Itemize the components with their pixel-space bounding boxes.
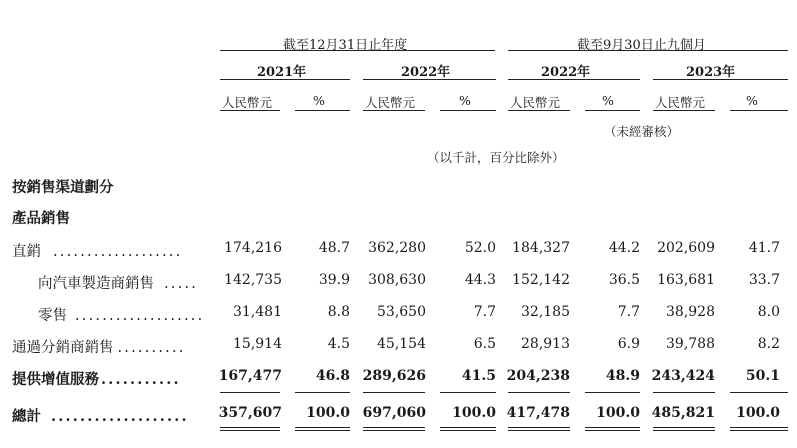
total-double-line-7b bbox=[653, 430, 715, 431]
cell-oem-2021-pct: 39.9 bbox=[318, 272, 350, 288]
total-double-line-6b bbox=[585, 430, 640, 431]
cell-direct-9m2022-pct: 44.2 bbox=[608, 240, 640, 256]
total-top-line-4 bbox=[440, 392, 496, 393]
cell-direct-2022-pct: 52.0 bbox=[464, 240, 496, 256]
cell-value-added-9m2022-pct: 48.9 bbox=[605, 368, 640, 384]
cell-value-added-2022-pct: 41.5 bbox=[461, 368, 496, 384]
total-double-line-2a bbox=[295, 427, 350, 428]
cell-distributor-9m2023-pct: 8.2 bbox=[757, 336, 780, 352]
total-double-line-1a bbox=[220, 427, 280, 428]
sub-underline-3 bbox=[363, 110, 425, 111]
row-label-direct: 直銷 ................... bbox=[12, 244, 183, 260]
cell-direct-2022-rmb: 362,280 bbox=[368, 240, 426, 256]
total-double-line-8a bbox=[730, 427, 788, 428]
section-title: 按銷售渠道劃分 bbox=[12, 179, 114, 196]
cell-retail-9m2023-rmb: 38,928 bbox=[666, 304, 715, 320]
total-double-line-3a bbox=[363, 427, 425, 428]
percent-header-4: % bbox=[746, 93, 758, 108]
cell-direct-2021-rmb: 174,216 bbox=[224, 240, 282, 256]
cell-retail-9m2023-pct: 8.0 bbox=[757, 304, 780, 320]
cell-oem-2022-pct: 44.3 bbox=[464, 272, 496, 288]
cell-retail-2022-pct: 7.7 bbox=[473, 304, 496, 320]
cell-oem-2022-rmb: 308,630 bbox=[368, 272, 426, 288]
total-top-line-2 bbox=[295, 392, 350, 393]
percent-header-3: % bbox=[602, 93, 614, 108]
cell-distributor-2021-rmb: 15,914 bbox=[233, 336, 282, 352]
sub-underline-4 bbox=[440, 110, 496, 111]
total-top-line-6 bbox=[585, 392, 640, 393]
cell-direct-9m2023-pct: 41.7 bbox=[748, 240, 780, 256]
total-double-line-4b bbox=[440, 430, 496, 431]
cell-oem-9m2022-pct: 36.5 bbox=[608, 272, 640, 288]
cell-distributor-2022-pct: 6.5 bbox=[473, 336, 496, 352]
total-double-line-5b bbox=[508, 430, 570, 431]
cell-total-2021-rmb: 357,607 bbox=[218, 405, 282, 421]
cell-total-9m2022-pct: 100.0 bbox=[596, 405, 640, 421]
group-underline-nine bbox=[508, 50, 788, 51]
year-underline-3 bbox=[508, 79, 640, 80]
total-double-line-6a bbox=[585, 427, 640, 428]
cell-direct-9m2023-rmb: 202,609 bbox=[657, 240, 715, 256]
sub-underline-6 bbox=[585, 110, 640, 111]
cell-distributor-9m2022-rmb: 28,913 bbox=[521, 336, 570, 352]
cell-value-added-2021-rmb: 167,477 bbox=[218, 368, 282, 384]
total-top-line-7 bbox=[653, 392, 715, 393]
row-label-retail: 零售 ................... bbox=[38, 308, 205, 324]
total-double-line-4a bbox=[440, 427, 496, 428]
total-top-line-8 bbox=[730, 392, 788, 393]
cell-oem-2021-rmb: 142,735 bbox=[224, 272, 282, 288]
percent-header-1: % bbox=[313, 93, 325, 108]
sub-underline-2 bbox=[295, 110, 350, 111]
cell-total-2022-rmb: 697,060 bbox=[362, 405, 426, 421]
total-double-line-8b bbox=[730, 430, 788, 431]
total-top-line-5 bbox=[508, 392, 570, 393]
year-2021: 2021年 bbox=[257, 65, 307, 80]
cell-oem-9m2023-rmb: 163,681 bbox=[657, 272, 715, 288]
cell-distributor-2022-rmb: 45,154 bbox=[377, 336, 426, 352]
subsection-title: 產品銷售 bbox=[12, 210, 70, 227]
sub-underline-5 bbox=[508, 110, 570, 111]
total-top-line-3 bbox=[363, 392, 425, 393]
cell-direct-2021-pct: 48.7 bbox=[318, 240, 350, 256]
percent-header-2: % bbox=[459, 93, 471, 108]
cell-oem-9m2022-rmb: 152,142 bbox=[512, 272, 570, 288]
year-underline-4 bbox=[653, 79, 788, 80]
header-nine-month-group: 截至9月30日止九個月 bbox=[577, 38, 706, 53]
cell-value-added-9m2023-rmb: 243,424 bbox=[651, 368, 715, 384]
cell-direct-9m2022-rmb: 184,327 bbox=[512, 240, 570, 256]
cell-distributor-2021-pct: 4.5 bbox=[327, 336, 350, 352]
year-underline-2 bbox=[363, 79, 496, 80]
cell-retail-2022-rmb: 53,650 bbox=[377, 304, 426, 320]
cell-value-added-9m2022-rmb: 204,238 bbox=[506, 368, 570, 384]
sub-underline-1 bbox=[220, 110, 280, 111]
cell-value-added-9m2023-pct: 50.1 bbox=[745, 368, 780, 384]
currency-header-2: 人民幣元 bbox=[365, 95, 416, 110]
cell-retail-2021-rmb: 31,481 bbox=[233, 304, 282, 320]
cell-total-9m2022-rmb: 417,478 bbox=[506, 405, 570, 421]
cell-oem-9m2023-pct: 33.7 bbox=[748, 272, 780, 288]
currency-header-4: 人民幣元 bbox=[655, 95, 706, 110]
row-label-oem: 向汽車製造商銷售 ..... bbox=[38, 276, 199, 292]
year-2022-a: 2022年 bbox=[401, 65, 451, 80]
header-year-group: 截至12月31日止年度 bbox=[283, 38, 408, 53]
total-double-line-2b bbox=[295, 430, 350, 431]
cell-value-added-2022-rmb: 289,626 bbox=[362, 368, 426, 384]
total-double-line-7a bbox=[653, 427, 715, 428]
unit-note: （以千計，百分比除外） bbox=[427, 150, 565, 165]
total-double-line-5a bbox=[508, 427, 570, 428]
year-underline-1 bbox=[220, 79, 350, 80]
cell-value-added-2021-pct: 46.8 bbox=[315, 368, 350, 384]
row-label-total: 總計 ................... bbox=[12, 408, 189, 425]
row-label-value-added: 提供增值服務 ........... bbox=[12, 371, 181, 388]
total-double-line-1b bbox=[220, 430, 280, 431]
cell-retail-9m2022-rmb: 32,185 bbox=[521, 304, 570, 320]
unaudited-note: （未經審核） bbox=[604, 124, 680, 139]
total-top-line-1 bbox=[220, 392, 280, 393]
cell-total-9m2023-pct: 100.0 bbox=[736, 405, 780, 421]
year-2022-b: 2022年 bbox=[541, 65, 591, 80]
total-double-line-3b bbox=[363, 430, 425, 431]
sub-underline-7 bbox=[653, 110, 715, 111]
cell-total-2022-pct: 100.0 bbox=[452, 405, 496, 421]
currency-header-3: 人民幣元 bbox=[510, 95, 561, 110]
cell-distributor-9m2023-rmb: 39,788 bbox=[666, 336, 715, 352]
cell-total-9m2023-rmb: 485,821 bbox=[651, 405, 715, 421]
sub-underline-8 bbox=[730, 110, 788, 111]
cell-distributor-9m2022-pct: 6.9 bbox=[617, 336, 640, 352]
cell-total-2021-pct: 100.0 bbox=[306, 405, 350, 421]
cell-retail-2021-pct: 8.8 bbox=[327, 304, 350, 320]
currency-header-1: 人民幣元 bbox=[222, 95, 273, 110]
row-label-distributor: 通過分銷商銷售 .......... bbox=[12, 340, 186, 356]
cell-retail-9m2022-pct: 7.7 bbox=[617, 304, 640, 320]
group-underline-year bbox=[220, 50, 495, 51]
year-2023: 2023年 bbox=[686, 65, 736, 80]
